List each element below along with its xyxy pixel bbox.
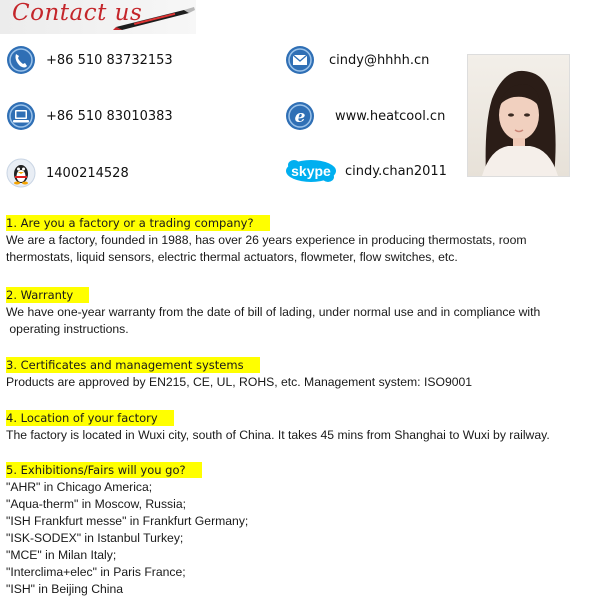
phone-number-1: +86 510 83732153 — [46, 52, 173, 68]
phone-icon — [6, 45, 36, 75]
pen-icon — [112, 2, 196, 32]
page-title: Contact us — [12, 0, 143, 26]
exhibition-item: "AHR" in Chicago America; — [6, 480, 153, 494]
faq-item-5 — [6, 459, 596, 598]
exhibition-item: "Aqua-therm" in Moscow, Russia; — [6, 497, 187, 511]
faq-answer-line: thermostats, liquid sensors, electric thermal actuators, flowmeter, flow switches, etc. — [6, 250, 458, 264]
contact-skype — [285, 158, 447, 184]
faq-answer-3 — [6, 374, 596, 391]
faq-question-3: 3. Certificates and management systems — [6, 357, 260, 373]
header-banner — [0, 0, 196, 34]
exhibition-item: "MCE" in Milan Italy; — [6, 548, 117, 562]
internet-explorer-icon — [285, 101, 315, 131]
skype-logo-text: skype — [291, 163, 331, 179]
qq-penguin-icon — [6, 158, 36, 188]
faq-question-1: 1. Are you a factory or a trading company? — [6, 215, 270, 231]
exhibition-item: "ISH Frankfurt messe" in Frankfurt Germany; — [6, 514, 249, 528]
faq-question-4: 4. Location of your factory — [6, 410, 174, 426]
faq-answer-5 — [6, 479, 596, 598]
faq-item-3 — [6, 354, 596, 391]
contact-phone-1 — [6, 45, 173, 75]
laptop-icon — [6, 101, 36, 131]
faq-answer-1 — [6, 232, 596, 266]
contact-email — [285, 45, 429, 75]
faq-answer-4 — [6, 427, 596, 444]
email-address[interactable]: cindy@hhhh.cn — [329, 52, 430, 68]
contact-website — [285, 101, 445, 131]
phone-number-2: +86 510 83010383 — [46, 108, 173, 124]
svg-text:e: e — [294, 107, 306, 127]
exhibition-item: "ISK-SODEX" in Istanbul Turkey; — [6, 531, 184, 545]
faq-answer-2 — [6, 304, 596, 338]
faq-answer-line: We have one-year warranty from the date of bill of lading, under normal use and in compliance with — [6, 305, 541, 319]
exhibition-item: "ISH" in Beijing China — [6, 582, 124, 596]
website-url[interactable]: www.heatcool.cn — [335, 108, 446, 124]
faq-question-5: 5. Exhibitions/Fairs will you go? — [6, 462, 202, 478]
faq-item-1 — [6, 212, 596, 266]
envelope-icon — [285, 45, 315, 75]
faq-item-4 — [6, 407, 596, 444]
skype-icon — [285, 158, 337, 184]
skype-id: cindy.chan2011 — [345, 163, 447, 179]
faq-question-2: 2. Warranty — [6, 287, 89, 303]
contact-phone-2 — [6, 101, 173, 131]
exhibition-item: "Interclima+elec" in Paris France; — [6, 565, 186, 579]
faq-answer-line: operating instructions. — [6, 322, 129, 336]
contact-qq — [6, 158, 129, 188]
faq-answer-line: The factory is located in Wuxi city, south of China. It takes 45 mins from Shanghai to Wuxi by railway. — [6, 428, 550, 442]
portrait-photo — [467, 54, 570, 177]
faq-answer-line: Products are approved by EN215, CE, UL, ROHS, etc. Management system: ISO9001 — [6, 375, 473, 389]
qq-number: 1400214528 — [46, 165, 129, 181]
faq-answer-line: We are a factory, founded in 1988, has over 26 years experience in producing thermostats, room — [6, 233, 527, 247]
faq-item-2 — [6, 284, 596, 338]
